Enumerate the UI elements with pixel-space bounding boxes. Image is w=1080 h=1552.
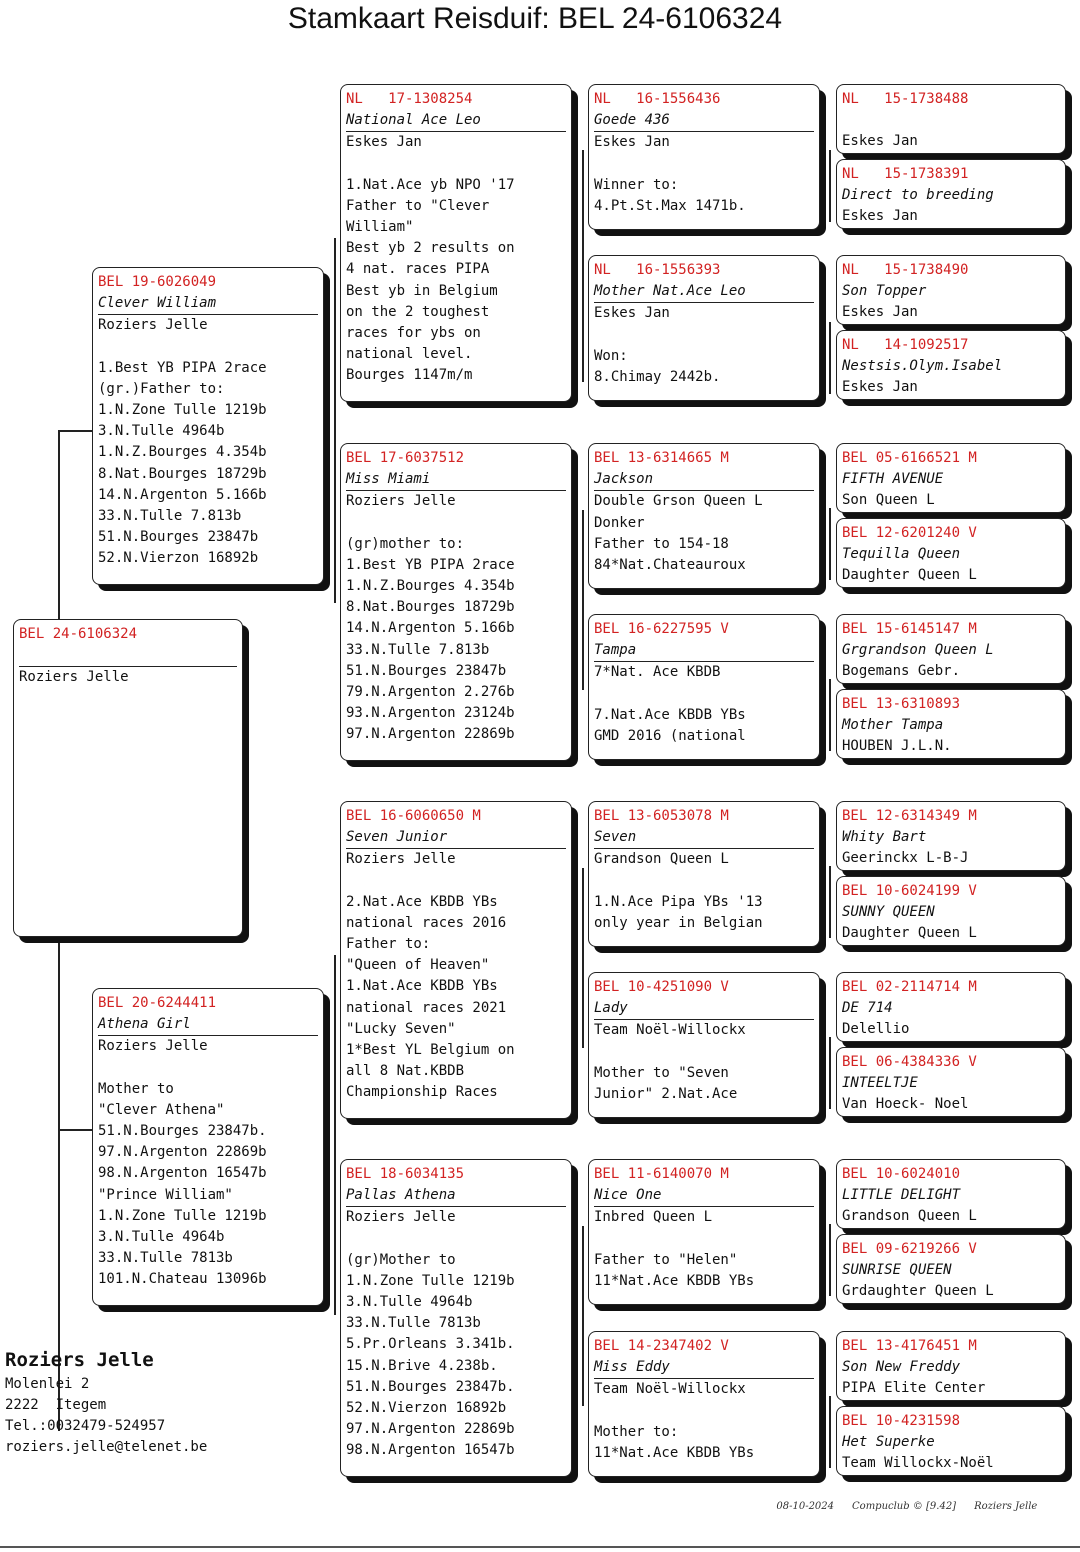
pigeon-owner: Eskes Jan: [842, 133, 918, 150]
ring-number: BEL 10-6024199 V: [842, 883, 977, 899]
pigeon-name: SUNRISE QUEEN: [842, 1262, 952, 1279]
pigeon-owner: Roziers Jelle: [19, 666, 237, 688]
pigeon-name: Miss Eddy: [594, 1359, 670, 1376]
pigeon-owner: Grandson Queen L: [842, 1208, 977, 1225]
pigeon-name: [19, 645, 237, 666]
connector-line: [334, 955, 336, 1315]
ring-number: BEL 19-6026049: [98, 274, 217, 290]
ring-number: NL 17-1308254: [346, 91, 473, 107]
pigeon-name: Miss Miami: [346, 471, 431, 488]
subject-card[interactable]: [13, 619, 243, 937]
pigeon-owner: Eskes Jan: [842, 208, 918, 225]
ring-number: BEL 24-6106324: [19, 626, 138, 642]
ancestor-card[interactable]: [836, 518, 1066, 588]
pigeon-name: DE 714: [842, 1000, 893, 1017]
pigeon-name: Mother Tampa: [842, 717, 944, 734]
pigeon-name: Nice One: [594, 1187, 662, 1204]
pigeon-owner: Bogemans Gebr.: [842, 663, 961, 680]
ancestor-card[interactable]: [836, 1047, 1066, 1117]
pigeon-name: Athena Girl: [98, 1016, 191, 1033]
ring-number: BEL 10-4231598: [842, 1413, 961, 1429]
pigeon-owner: Grdaughter Queen L: [842, 1283, 994, 1300]
pigeon-name: Mother Nat.Ace Leo: [594, 283, 746, 300]
grandparent-card[interactable]: [340, 1159, 572, 1477]
ancestor-card[interactable]: [836, 1234, 1066, 1304]
pigeon-owner: Team Willockx-Noël: [842, 1455, 994, 1472]
ancestor-card[interactable]: [836, 689, 1066, 759]
pigeon-owner: Roziers Jelle: [346, 848, 566, 870]
pigeon-owner: Eskes Jan: [842, 304, 918, 321]
ancestor-card[interactable]: [836, 972, 1066, 1042]
pigeon-name: Pallas Athena: [346, 1187, 456, 1204]
footer: [770, 1490, 1055, 1512]
pigeon-owner: Roziers Jelle: [98, 314, 318, 336]
pigeon-owner: Roziers Jelle: [346, 1206, 566, 1228]
pigeon-owner: Son Queen L: [842, 492, 935, 509]
pigeon-owner: Roziers Jelle: [98, 1035, 318, 1057]
pigeon-owner: PIPA Elite Center: [842, 1380, 986, 1397]
pigeon-notes: (gr)Mother to 1.N.Zone Tulle 1219b 3.N.Tulle 4964b 33.N.Tulle 7813b 5.Pr.Orleans 3.341b. 15.N.Brive 4.238b. 51.N.Bourges 23847b. 52.N.Vierzon 16892b 97.N.Argenton 22869b 98.N.Argenton 16547b: [346, 1251, 515, 1459]
connector-line: [829, 1396, 831, 1468]
pigeon-owner: HOUBEN J.L.N.: [842, 738, 952, 755]
connector-line: [829, 1224, 831, 1296]
pigeon-notes: Father to "Helen" 11*Nat.Ace KBDB YBs: [594, 1251, 755, 1289]
pigeon-notes: 1.Best YB PIPA 2race (gr.)Father to: 1.N.Zone Tulle 1219b 3.N.Tulle 4964b 1.N.Z.Bourges 4.354b 8.Nat.Bourges 18729b 14.N.Argenton 5.166b 33.N.Tulle 7.813b 51.N.Bourges 23847b 52.N.Vierzon 16892b: [98, 359, 267, 567]
page-title: Stamkaart Reisduif: BEL 24-6106324: [287, 2, 783, 35]
ancestor-card[interactable]: [836, 84, 1066, 154]
pigeon-owner: Team Noël-Willockx: [594, 1378, 814, 1400]
breeder-address-line2: 2222 Itegem: [5, 1397, 107, 1413]
ring-number: BEL 13-6053078 M: [594, 808, 729, 824]
sire-card[interactable]: [92, 267, 324, 585]
connector-line: [829, 150, 831, 222]
ring-number: BEL 15-6145147 M: [842, 621, 977, 637]
ring-number: BEL 10-6024010: [842, 1166, 961, 1182]
pigeon-owner: Double Grson Queen L: [594, 490, 814, 512]
pigeon-owner: Grandson Queen L: [594, 848, 814, 870]
ancestor-card[interactable]: [836, 255, 1066, 325]
ancestor-card[interactable]: [836, 876, 1066, 946]
great-grandparent-card[interactable]: [588, 801, 820, 947]
ring-number: NL 15-1738490: [842, 262, 969, 278]
breeder-phone: Tel.:0032479-524957: [5, 1418, 166, 1434]
ring-number: BEL 05-6166521 M: [842, 450, 977, 466]
pigeon-owner: Eskes Jan: [594, 302, 814, 324]
grandparent-card[interactable]: [340, 443, 572, 761]
ring-number: BEL 06-4384336 V: [842, 1054, 977, 1070]
pigeon-owner: Roziers Jelle: [346, 490, 566, 512]
great-grandparent-card[interactable]: [588, 1159, 820, 1305]
pigeon-owner: Delellio: [842, 1021, 910, 1038]
pigeon-name: Seven: [594, 829, 637, 846]
pigeon-name: Son New Freddy: [842, 1359, 961, 1376]
connector-line: [829, 322, 831, 394]
pigeon-owner: Eskes Jan: [842, 379, 918, 396]
ring-number: NL 16-1556436: [594, 91, 721, 107]
pigeon-notes: Mother to: 11*Nat.Ace KBDB YBs: [594, 1423, 755, 1461]
pigeon-owner: Van Hoeck- Noel: [842, 1096, 969, 1113]
pigeon-name: Goede 436: [594, 112, 670, 129]
ancestor-card[interactable]: [836, 330, 1066, 400]
connector-line: [582, 868, 584, 1048]
pigeon-owner: Daughter Queen L: [842, 925, 977, 942]
pigeon-notes: 2.Nat.Ace KBDB YBs national races 2016 Father to: "Queen of Heaven" 1.Nat.Ace KBDB YBs national races 2021 "Lucky Seven" 1*Best YL Belgium on all 8 Nat.KBDB Championship Races: [346, 893, 515, 1101]
ancestor-card[interactable]: [836, 614, 1066, 684]
connector-line: [582, 510, 584, 690]
ring-number: BEL 09-6219266 V: [842, 1241, 977, 1257]
pigeon-notes: (gr)mother to: 1.Best YB PIPA 2race 1.N.Z.Bourges 4.354b 8.Nat.Bourges 18729b 14.N.Argenton 5.166b 33.N.Tulle 7.813b 51.N.Bourges 23847b 79.N.Argenton 2.276b 93.N.Argenton 23124b 97.N.Argenton 22869b: [346, 535, 515, 743]
ring-number: BEL 02-2114714 M: [842, 979, 977, 995]
ring-number: BEL 20-6244411: [98, 995, 217, 1011]
pigeon-name: Tampa: [594, 642, 637, 659]
great-grandparent-card[interactable]: [588, 614, 820, 760]
pigeon-notes: 7.Nat.Ace KBDB YBs GMD 2016 (national: [594, 706, 746, 744]
ring-number: NL 16-1556393: [594, 262, 721, 278]
pigeon-name: Son Topper: [842, 283, 927, 300]
breeder-email[interactable]: roziers.jelle@telenet.be: [5, 1439, 208, 1455]
ancestor-card[interactable]: [836, 159, 1066, 229]
ring-number: BEL 12-6314349 M: [842, 808, 977, 824]
pigeon-name: Tequilla Queen: [842, 546, 961, 563]
pigeon-owner: Team Noël-Willockx: [594, 1019, 814, 1041]
great-grandparent-card[interactable]: [588, 255, 820, 401]
pigeon-owner: Geerinckx L-B-J: [842, 850, 969, 867]
connector-line: [582, 150, 584, 382]
pigeon-name: LITTLE DELIGHT: [842, 1187, 961, 1204]
ring-number: BEL 10-4251090 V: [594, 979, 729, 995]
great-grandparent-card[interactable]: [588, 84, 820, 230]
connector-line: [829, 508, 831, 580]
dam-card[interactable]: [92, 988, 324, 1306]
pigeon-name: Seven Junior: [346, 829, 448, 846]
pigeon-name: National Ace Leo: [346, 112, 481, 129]
breeder-name: Roziers Jelle: [5, 1349, 154, 1371]
pigeon-notes: 1.N.Ace Pipa YBs '13 only year in Belgian: [594, 893, 763, 931]
footer-date: 08-10-2024: [776, 1501, 835, 1512]
pigeon-name: Nestsis.Olym.Isabel: [842, 358, 1003, 375]
connector-line: [58, 1129, 94, 1131]
connector-line: [582, 1226, 584, 1406]
pigeon-name: FIFTH AVENUE: [842, 471, 944, 488]
ring-number: NL 15-1738391: [842, 166, 969, 182]
pigeon-notes: Won: 8.Chimay 2442b.: [594, 347, 721, 385]
pigeon-name: SUNNY QUEEN: [842, 904, 935, 921]
pigeon-owner: Eskes Jan: [594, 131, 814, 153]
ancestor-card[interactable]: [836, 1406, 1066, 1476]
ring-number: BEL 13-6310893: [842, 696, 961, 712]
breeder-contact: [5, 1346, 207, 1458]
ring-number: BEL 11-6140070 M: [594, 1166, 729, 1182]
great-grandparent-card[interactable]: [588, 1331, 820, 1477]
ring-number: BEL 16-6060650 M: [346, 808, 481, 824]
pigeon-notes: Donker Father to 154-18 84*Nat.Chateauroux: [594, 514, 746, 574]
pigeon-notes: Winner to: 4.Pt.St.Max 1471b.: [594, 176, 746, 214]
pigeon-owner: Daughter Queen L: [842, 567, 977, 584]
pigeon-notes: Mother to "Clever Athena" 51.N.Bourges 23847b. 97.N.Argenton 22869b 98.N.Argenton 16547b "Prince William" 1.N.Zone Tulle 1219b 3.N.Tulle 4964b 33.N.Tulle 7813b 101.N.Chateau 13096b: [98, 1080, 267, 1288]
pigeon-name: Het Superke: [842, 1434, 935, 1451]
ancestor-card[interactable]: [836, 1159, 1066, 1229]
ring-number: NL 15-1738488: [842, 91, 969, 107]
ring-number: BEL 14-2347402 V: [594, 1338, 729, 1354]
pigeon-name: Grgrandson Queen L: [842, 642, 994, 659]
great-grandparent-card[interactable]: [588, 443, 820, 589]
ring-number: BEL 13-6314665 M: [594, 450, 729, 466]
connector-line: [58, 430, 94, 432]
connector-line: [829, 1037, 831, 1109]
ancestor-card[interactable]: [836, 443, 1066, 513]
ring-number: BEL 12-6201240 V: [842, 525, 977, 541]
pigeon-name: Whity Bart: [842, 829, 927, 846]
footer-owner: Roziers Jelle: [974, 1501, 1038, 1512]
ring-number: BEL 13-4176451 M: [842, 1338, 977, 1354]
breeder-address-line1: Molenlei 2: [5, 1376, 90, 1392]
pigeon-name: INTEELTJE: [842, 1075, 918, 1092]
ring-number: BEL 17-6037512: [346, 450, 465, 466]
pigeon-notes: 1.Nat.Ace yb NPO '17 Father to "Clever William" Best yb 2 results on 4 nat. races PIPA Best yb in Belgium on the 2 toughest races for ybs on national level. Bourges 1147m/m: [346, 176, 515, 384]
ancestor-card[interactable]: [836, 801, 1066, 871]
footer-software: Compuclub © [9.42]: [852, 1501, 957, 1512]
grandparent-card[interactable]: [340, 84, 572, 402]
pigeon-name: Clever William: [98, 295, 217, 312]
ancestor-card[interactable]: [836, 1331, 1066, 1401]
pigeon-name: Jackson: [594, 471, 654, 488]
pigeon-name: Direct to breeding: [842, 187, 994, 204]
pigeon-owner: Eskes Jan: [346, 131, 566, 153]
pigeon-notes: Mother to "Seven Junior" 2.Nat.Ace: [594, 1064, 738, 1102]
connector-line: [829, 679, 831, 751]
great-grandparent-card[interactable]: [588, 972, 820, 1118]
pigeon-name: Lady: [594, 1000, 628, 1017]
connector-line: [829, 866, 831, 938]
ring-number: BEL 16-6227595 V: [594, 621, 729, 637]
pigeon-owner: 7*Nat. Ace KBDB: [594, 661, 814, 683]
pigeon-owner: Inbred Queen L: [594, 1206, 814, 1228]
ring-number: NL 14-1092517: [842, 337, 969, 353]
grandparent-card[interactable]: [340, 801, 572, 1119]
connector-line: [334, 238, 336, 603]
ring-number: BEL 18-6034135: [346, 1166, 465, 1182]
pigeon-name: [842, 110, 1060, 131]
divider: [0, 1546, 1080, 1548]
